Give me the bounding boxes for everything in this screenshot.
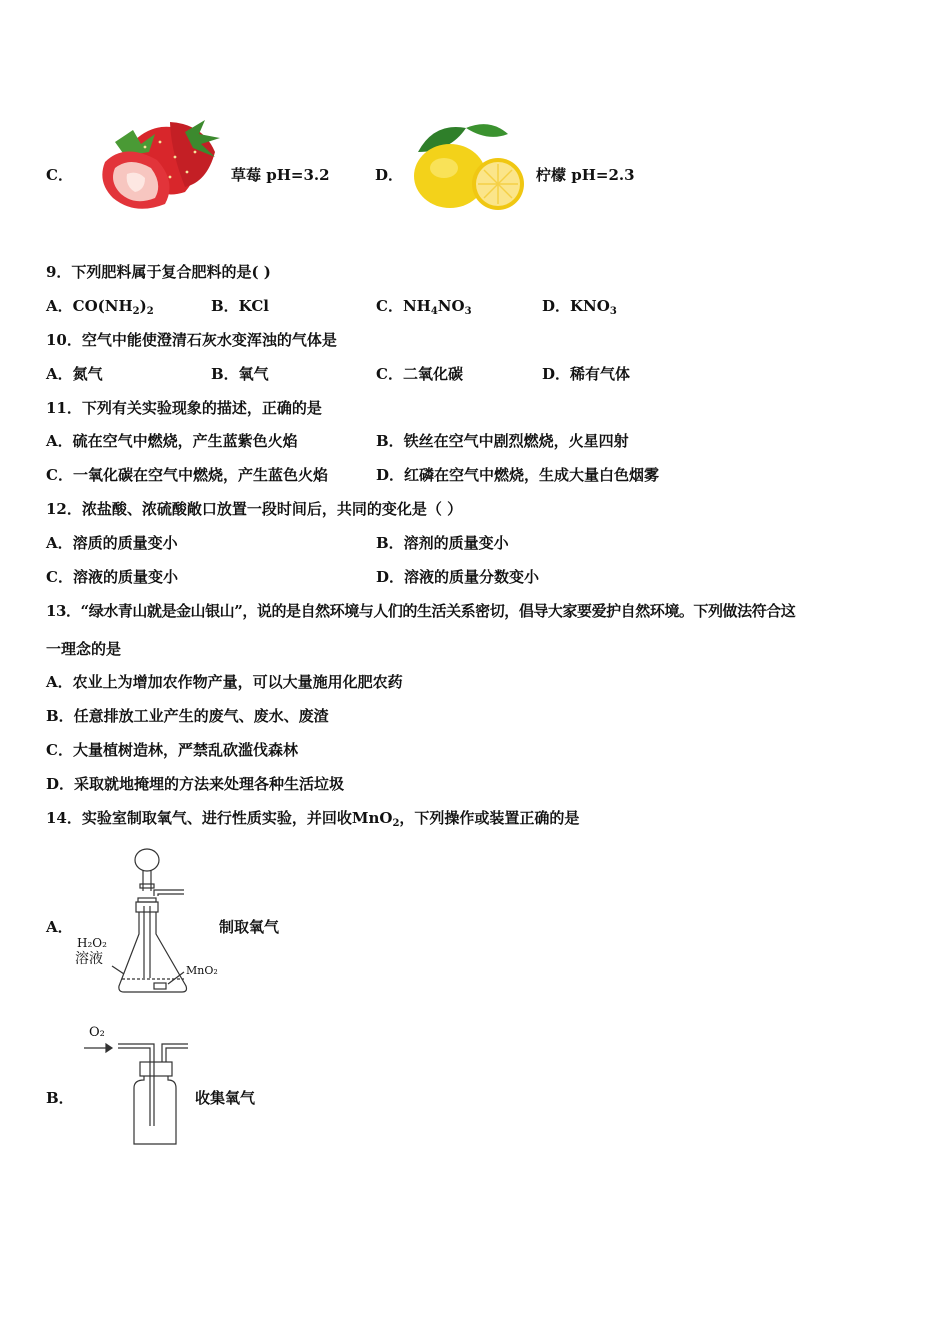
- lemon-slice: [472, 158, 524, 210]
- q10-option-b: B．氧气: [211, 365, 269, 383]
- gas-collection-bottle-diagram: [82, 1036, 194, 1152]
- q9-option-c: C．$NH_4NO_3$: [376, 297, 472, 317]
- outlet-tube: [162, 1044, 188, 1062]
- q9-option-d: D．$KNO_3$: [542, 297, 617, 317]
- separatory-funnel: [135, 849, 159, 891]
- bottle: [134, 1062, 176, 1144]
- conical-flask: [112, 906, 187, 992]
- q12-stem: 12．浓盐酸、浓硫酸敞口放置一段时间后，共同的变化是（ ）: [46, 500, 463, 518]
- q10-option-d: D．稀有气体: [542, 365, 631, 383]
- q9-option-a: A．$CO(NH_2)_2$: [46, 297, 154, 317]
- q9-stem: 9．下列肥料属于复合肥料的是( ): [46, 263, 271, 281]
- lemon-image: [404, 112, 532, 216]
- q14-stem: 14．实验室制取氧气、进行性质实验，并回收MnO$_2$，下列操作或装置正确的是: [46, 809, 580, 829]
- q11-option-c: C．一氧化碳在空气中燃烧，产生蓝色火焰: [46, 466, 328, 484]
- q11-option-d: D．红磷在空气中燃烧，生成大量白色烟雾: [376, 466, 660, 484]
- q12-option-d: D．溶液的质量分数变小: [376, 568, 540, 586]
- q9-option-b: B．KCl: [211, 297, 269, 315]
- option-d-caption: 柠檬 pH=2.3: [536, 166, 635, 184]
- q14-option-b-caption: 收集氧气: [195, 1089, 256, 1107]
- q14-option-b-label: B．: [46, 1089, 74, 1107]
- q14-option-a-label: A．: [46, 918, 73, 936]
- q12-option-a: A．溶质的质量变小: [46, 534, 178, 552]
- q10-option-c: C．二氧化碳: [376, 365, 463, 383]
- q11-stem: 11．下列有关实验现象的描述，正确的是: [46, 399, 322, 417]
- q14-option-a-caption: 制取氧气: [219, 918, 280, 936]
- q12-option-c: C．溶液的质量变小: [46, 568, 178, 586]
- q10-stem: 10．空气中能使澄清石灰水变浑浊的气体是: [46, 331, 337, 349]
- q13-option-c: C．大量植树造林，严禁乱砍滥伐森林: [46, 741, 298, 759]
- fig-a-mno2-label: MnO₂: [186, 964, 218, 977]
- fig-a-h2o2-label: H₂O₂: [77, 936, 107, 950]
- q10-option-a: A．氮气: [46, 365, 103, 383]
- q13-option-d: D．采取就地掩埋的方法来处理各种生活垃圾: [46, 775, 345, 793]
- q11-option-b: B．铁丝在空气中剧烈燃烧，火星四射: [376, 432, 629, 450]
- q11-option-a: A．硫在空气中燃烧，产生蓝紫色火焰: [46, 432, 298, 450]
- fig-b-gas-label: O₂: [89, 1025, 105, 1040]
- delivery-tube: [154, 890, 184, 896]
- strawberry-image: [75, 112, 225, 214]
- q13-stem-line2: 一理念的是: [46, 640, 122, 658]
- q13-stem-line1: 13．“绿水青山就是金山银山”，说的是自然环境与人们的生活关系密切，倡导大家要爱护自然环境。下列做法符合这: [46, 602, 796, 620]
- q13-option-b: B．任意排放工业产生的废气、废水、废渣: [46, 707, 329, 725]
- option-d-label: D．: [375, 166, 404, 184]
- option-c-caption: 草莓 pH=3.2: [231, 166, 330, 184]
- option-c-label: C．: [46, 166, 73, 184]
- q13-option-a: A．农业上为增加农作物产量，可以大量施用化肥农药: [46, 673, 403, 691]
- stopper: [136, 898, 158, 912]
- fig-a-solution-label: 溶液: [75, 951, 103, 967]
- flow-arrow: [84, 1044, 112, 1052]
- q12-option-b: B．溶剂的质量变小: [376, 534, 509, 552]
- inlet-tube: [118, 1044, 154, 1126]
